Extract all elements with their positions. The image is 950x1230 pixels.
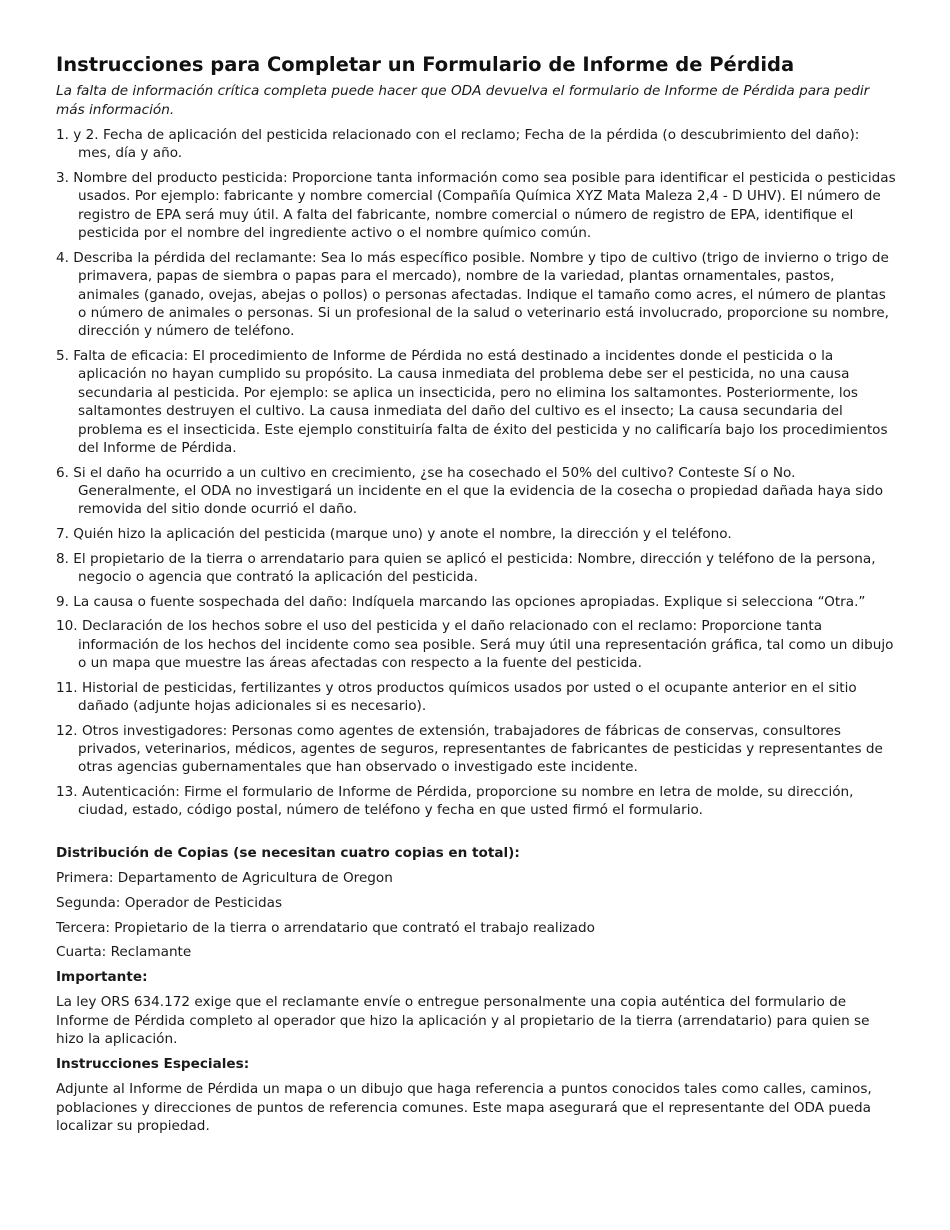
distribution-line-third: Tercera: Propietario de la tierra o arrendatario que contrató el trabajo realizado xyxy=(56,919,595,936)
instruction-item-5: 5. Falta de eficacia: El procedimiento de Informe de Pérdida no está destinado a incidentes donde el pesticida o la aplicación no hayan cumplido su propósito. La causa inmediata del problema debe ser el pesticida, no una causa secundaria al pesticida. Por ejemplo: se aplica un insecticida, pero no elimina los saltamontes. Posteriormente, los saltamontes destruyen el cultivo. La causa inmediata del daño del cultivo es el insecto; La causa secundaria del problema es el insecticida. Este ejemplo constituiría falta de éxito del pesticida y no calificaría bajo los procedimientos del Informe de Pérdida. xyxy=(56,348,888,457)
distribution-line-fourth: Cuarta: Reclamante xyxy=(56,944,192,961)
instruction-item-7: 7. Quién hizo la aplicación del pesticida (marque uno) y anote el nombre, la dirección y el teléfono. xyxy=(56,526,732,543)
instructions-page xyxy=(56,52,896,1142)
special-instructions-text: Adjunte al Informe de Pérdida un mapa o un dibujo que haga referencia a puntos conocidos tales como calles, caminos, poblaciones y direcciones de puntos de referencia comunes. Este mapa asegurará que el representante del ODA pueda localizar su propiedad. xyxy=(56,1081,872,1134)
distribution-line-first: Primera: Departamento de Agricultura de Oregon xyxy=(56,869,393,886)
intro-note: La falta de información crítica completa puede hacer que ODA devuelva el formulario de Informe de Pérdida para pedir más información. xyxy=(56,83,870,118)
instruction-item-3: 3. Nombre del producto pesticida: Proporcione tanta información como sea posible para identificar el pesticida o pesticidas usados. Por ejemplo: fabricante y nombre comercial (Compañía Química XYZ Mata Maleza 2,4 - D UHV). El número de registro de EPA será muy útil. A falta del fabricante, nombre comercial o número de registro de EPA, identifique el pesticida por el nombre del ingrediente activo o el nombre químico común. xyxy=(56,170,896,242)
special-instructions-heading: Instrucciones Especiales: xyxy=(56,1056,250,1073)
page-title: Instrucciones para Completar un Formulario de Informe de Pérdida xyxy=(56,53,795,76)
instruction-item-8: 8. El propietario de la tierra o arrendatario para quien se aplicó el pesticida: Nombre, dirección y teléfono de la persona, negocio o agencia que contrató la aplicación del pesticida. xyxy=(56,550,876,586)
instruction-item-9: 9. La causa o fuente sospechada del daño: Indíquela marcando las opciones apropiadas. Explique si selecciona “Otra.” xyxy=(56,593,866,610)
instruction-item-6: 6. Si el daño ha ocurrido a un cultivo en crecimiento, ¿se ha cosechado el 50% del cultivo? Conteste Sí o No. Generalmente, el ODA no investigará un incidente en el que la evidencia de la cosecha o propiedad dañada haya sido removida del sitio donde ocurrió el daño. xyxy=(56,464,884,518)
instruction-item-13: 13. Autenticación: Firme el formulario de Informe de Pérdida, proporcione su nombre en letra de molde, su dirección, ciudad, estado, código postal, número de teléfono y fecha en que usted firmó el formulario. xyxy=(56,784,854,819)
distribution-line-second: Segunda: Operador de Pesticidas xyxy=(56,894,283,911)
instruction-item-12: 12. Otros investigadores: Personas como agentes de extensión, trabajadores de fábricas de conservas, consultores privados, veterinarios, médicos, agentes de seguros, representantes de fabricantes de pesticidas y representantes de otras agencias gubernamentales que han observado o investigado este incidente. xyxy=(56,722,883,776)
instruction-list xyxy=(56,126,896,820)
important-text: La ley ORS 634.172 exige que el reclamante envíe o entregue personalmente una copia auténtica del formulario de Informe de Pérdida completo al operador que hizo la aplicación y al propietario de la tierra (arrendatario) para quien se hizo la aplicación. xyxy=(56,994,870,1048)
instruction-item-10: 10. Declaración de los hechos sobre el uso del pesticida y el daño relacionado con el reclamo: Proporcione tanta información de los hechos del incidente como sea posible. Será muy útil una representación gráfica, tal como un dibujo o un mapa que muestre las áreas afectadas con respecto a la fuente del pesticida. xyxy=(56,618,894,672)
instruction-item-11: 11. Historial de pesticidas, fertilizantes y otros productos químicos usados por usted o el ocupante anterior en el sitio dañado (adjunte hojas adicionales si es necesario). xyxy=(56,679,857,715)
important-heading: Importante: xyxy=(56,969,148,986)
instruction-item-4: 4. Describa la pérdida del reclamante: Sea lo más específico posible. Nombre y tipo de cultivo (trigo de invierno o trigo de primavera, papas de siembra o papas para el mercado), nombre de la variedad, plantas ornamentales, pastos, animales (ganado, ovejas, abejas o pollos) o personas afectadas. Indique el tamaño como acres, el número de plantas o número de animales o personas. Si un profesional de la salud o veterinario está involucrado, proporcione su nombre, dirección y número de teléfono. xyxy=(56,249,889,340)
distribution-heading: Distribución de Copias (se necesitan cuatro copias en total): xyxy=(56,844,520,861)
instruction-item-1-2: 1. y 2. Fecha de aplicación del pesticida relacionado con el reclamo; Fecha de la pérdida (o descubrimiento del daño): mes, día y año. xyxy=(56,127,860,162)
